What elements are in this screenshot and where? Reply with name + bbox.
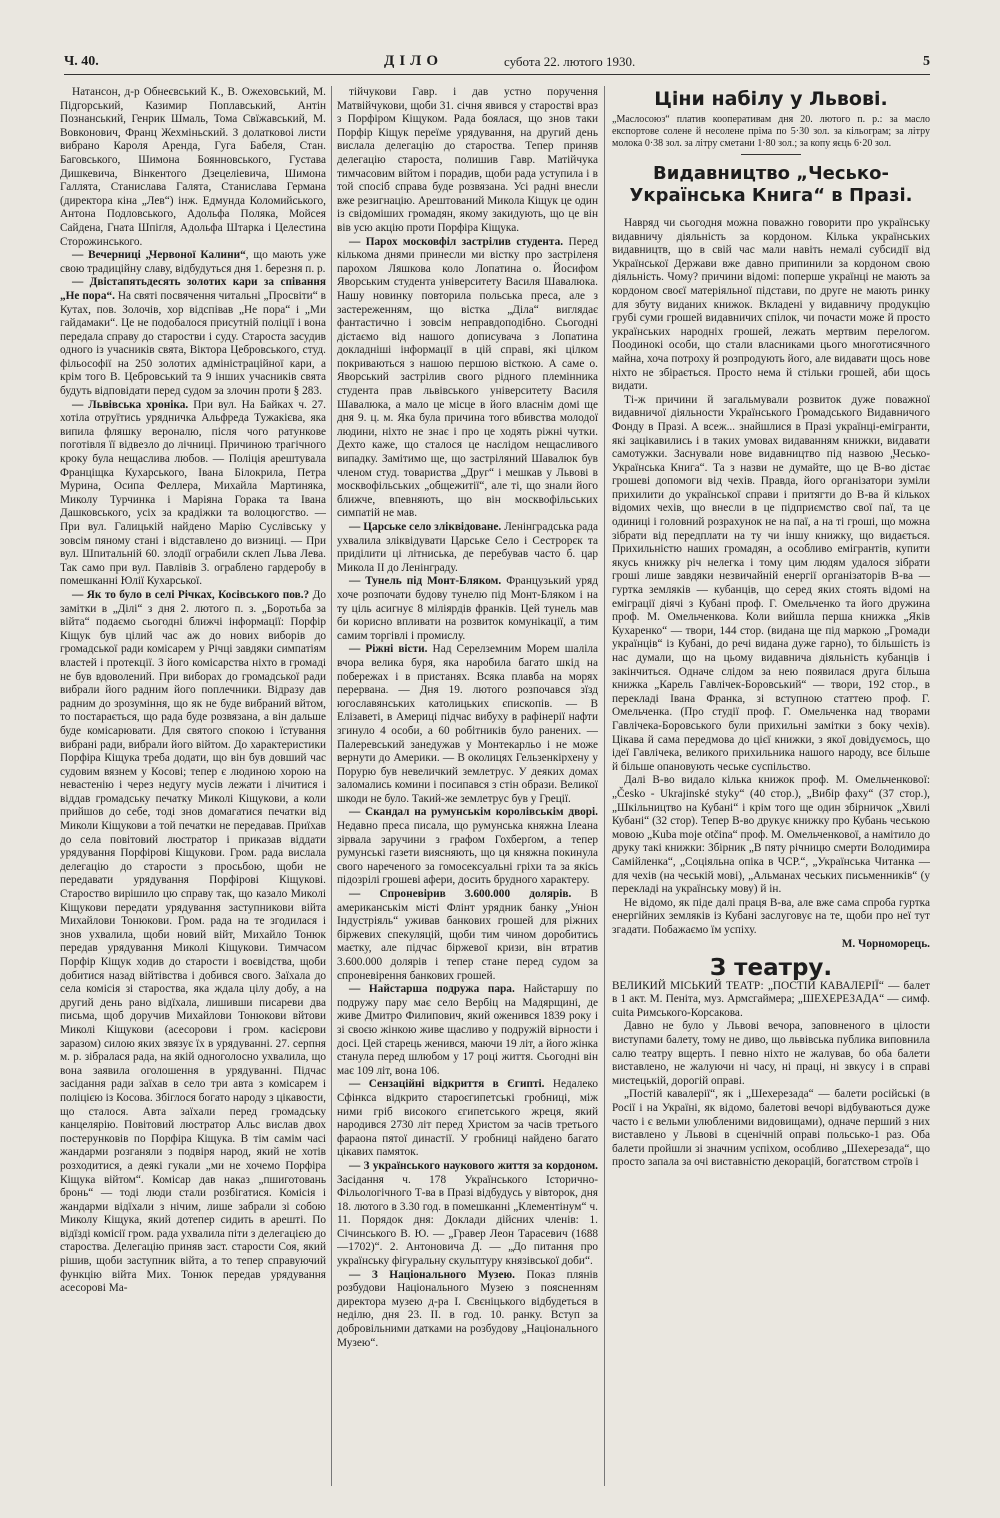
news-headline: — Як то було в селі Річках, Косівського пов.?: [72, 588, 310, 601]
news-headline: — Двістапятьдесять золотих кари за співання „Не пора“.: [60, 276, 326, 302]
news-headline: — Ріжні вісти.: [349, 643, 428, 656]
news-headline: — Спроневірив 3.600.000 долярів.: [349, 888, 572, 901]
news-item: [60, 589, 326, 1296]
issue-number: Ч. 40.: [64, 54, 99, 69]
news-headline: — Скандал на румунськім королівськім дворі.: [349, 806, 598, 819]
news-item: [337, 236, 598, 521]
issue-date: субота 22. лютого 1930.: [504, 54, 636, 69]
news-headline: — Львівська хроніка.: [72, 398, 189, 411]
paragraph: Навряд чи сьогодня можна поважно говорити про українську видавничу діяльність за кордоном. Кілька українських видавництв, що в свій час мали навіть немалі субсидії від Української Держави вже давно припинили за кордоном свою діяльність. Чому? причини відомі: поперше українці не мають за кордоном своєї матеріяльної підстави, по друге не мають ринку для збуту виданих книжок. Вкладені у видавничу продукцію грубі суми грошей видавничих спілок, чи почасти може й просто українських народніх грошей, лежать мертвим перелогом. Поодинокі особи, що стали власниками цього многотисячного майна, хоча потроху й розпродують його, але видавати щось нове ніхто не збірається. Просто нема й стільки грошей, аби щось видати.: [612, 217, 930, 393]
divider: [741, 154, 801, 155]
paragraph: Давно не було у Львові вечора, заповненого в цілости виступами балету, тому не диво, що львівська публика виповнила салю театру вщерть. І певно ніхто не жалував, бо оба балети виставлено, не жалуючи ні часу, ні праці, ні звкусу і в справі мистецькій, дорогій оправі.: [612, 1020, 930, 1087]
news-item: [60, 249, 326, 276]
news-text: Показ плянів розбудови Національного Музею з поясненням директора музею д-ра І. Свєніцького відбудеться в неділю, дня 23. ІІ. в год. 10. ранку. Вступ за добровільними датками на розбудову „Національного Музею“.: [337, 1268, 598, 1349]
prices-title: Ціни набілу у Львові.: [654, 88, 888, 110]
news-headline: — Вечерниці „Червоної Калини“: [72, 249, 246, 262]
news-text: До замітки в „Ділі“ з дня 2. лютого п. з. „Боротьба за війта“ подаємо сьогодні ближчі інформації: Порфір Кіщук був цілий час аж до нових виборів до громадської ради комісарем у Річці завдяки симпатіям властей і протекції. З його комісарства ніхто в громаді не був вдоволений. При виборах до громадської ради вибрали його радним його поплечники. Відразу дав радним до зрозуміння, що як не буде вибраний вйтом, то постарається, що рада буде розвязана, а він дальше буде комісарювати. Для святого спокою і їстування вибрані ради, вибрали його війтом. До характеристики Порфіра Кіщука треба додати, що він був довший час судовим вязнем у Косові; тепер є людиною хорою на невастенію і через недугу мусів лежати і лічитися і віддав громадську печатку Миколі Кіщукови, а коли прийшов до себе, тоді знов домагатися печатки від Миколи Кіщукови а той печатки не передавав. Приїхав до села повітовий люстратор і приказав віддати урядування Порфірові Кіщукови. Гром. рада вислала делегацію до старости з просьбою, щоби не передавати урядування Порфірові Кіщукові. Староство вирішило цю справу так, що казало Миколі Кіщукови передати урядування заступникови війта Михайлови Тонюкови. Гром. рада на те згодилася і знов ухвалила, щоби новий війт, Михайло Тонюк передав урядування Миколі Кіщукови. Тимчасом Порфір Кіщук ходив до старости і воєвідства, щоби добитися назад війтівства і добився свого. Заїхала до села комісія зі староства, яка ждала цілу добу, а на другий день рано відїхала, лишивши писареви два письма, щоб доручив Михайлови Тонюкови вйтови Миколі Кіщукови (асесорови і гром. касієрови заразом) силою яких звязує їх в урядуванні. 27. серпня м. р. зібралася рада, на якій одноголосно ухвалила, що вона заявила оголошення в урядуванні. Підчас засідання ради заїхав в село три авта з комісарем і поліцією із Косова. Збіглося богато народу з цікавости, що сталося. Авта заїхали перед громадську канцелярію. Повітовий люстратор Альс вислав двох постерунковів по Порфіра Кіщука. В тім самім часі жандарми розганяли з подвіря народ, який не хотів розходитися, а деякі гукали „ми не хочемо Порфіра Кіщука війтом“. Комісар дав наказ „пшиготовань бронь“ — тоді люди стали розбігатися. Комісія і жандарми відїхали з нічим, лише забрали зі собою Миколу Кіщука, який дотепер сидить в арешті. По відїзді комісії гром. рада ухвалила піти з делегацією до староства. Делегацію приняв заст. старости Соя, який рішив, щоби заступник війта, а то тепер справуючий функцію війта Мих. Тонюк передав урядування асесорові Ма-: [60, 588, 326, 1295]
column-3: [612, 86, 930, 1494]
news-item: [337, 888, 598, 983]
news-item: [337, 643, 598, 806]
news-headline: — Царське село зліквідоване.: [349, 521, 502, 533]
news-text: , що мають уже свою традиційну славу, відбудуться дня 1. березня п. р.: [60, 249, 326, 275]
news-item: [337, 575, 598, 643]
news-item: [337, 806, 598, 888]
news-item: [337, 1078, 598, 1160]
news-text: Недалеко Сфінкса відкрито староєгипетські гробниці, між ними гріб високого єгипетського жреця, який народився 2730 літ перед Христом за часів третього фараона пятої династії. У гробниці найдено багато цікавих памяток.: [337, 1078, 598, 1159]
news-item: [337, 521, 598, 575]
news-headline: — Найстарша подружа пара.: [349, 983, 515, 996]
news-text: На святі посвячення читальні „Просвіти“ в Кутах, пов. Золочів, хор відспівав „Не пора“ і „Ми гайдамаки“. Це не подобалося присутній поліції і вона передала справу до старостви і суду. Староста засудив одного із учасників свята, Віктора Цебровського, студ. фільософії на 250 золотих адміністраційної кари, а крім того В. Цебровський та 9 інших учасників свята будуть відповідати перед судом за злочин проти § 283.: [60, 289, 326, 398]
column-rule-1: [331, 86, 332, 1486]
news-item: [60, 276, 326, 398]
theatre-subtitle: ВЕЛИКИЙ МІСЬКИЙ ТЕАТР: „ПОСТІЙ КАВАЛЕРІЇ“ — балет в 1 акт. М. Пеніта, муз. Армсгаймера; „ШЕХЕРЕЗАДА“ — симф. сuita Римського-Корсакова.: [612, 979, 930, 1019]
news-text: Найстаршу по подружу пару має село Вербіц на Мадярщині, де живе Дмитро Филипович, який оженився 1839 року і зі своєю жінкою живе щасливо у подружій вірности і досі. Цей старець женився, маючи 19 літ, а його жінка станула перед шлюбом у 17 році життя. Сьогодні він має 109 літ, вона 106.: [337, 983, 598, 1077]
news-item: [337, 983, 598, 1078]
masthead: ДІЛО: [384, 53, 444, 69]
news-text: При вул. На Байках ч. 27. хотіла отруїтись урядничка Альфреда Тужакієва, яка випила фляшку вероналю, після чого ратункове поготівля її відвезло до лічниці. Причиною трагічного кроку була нещаслива любов. — Поліція арештувала Франціщка Кухарського, Івана Білокрила, Петра Мурина, Осипа Феллера, Михайла Мартиняка, Миколу Турчинка і Маріяна Горака та Івана Дашковського, усіх за крадіжки та волоцюгство. — При вул. Галицькій найдено Марію Суслівську у зовсім пяному стані і відставлено до визниці. — При вул. Шпитальній 60. злодії ограбили склеп Льва Лева. Так само при вул. Павлівів 3. ограблено гардеробу в помешканні Юлії Кухарської.: [60, 398, 326, 588]
news-text: Над Серелземним Морем шаліла вчора велика буря, яка наробила багато шкід на побережах і в пристанях. Всяка плавба на морях перервана. — Дня 19. лютого розпочався зїзд югославянських католицьких єпископів. — В Елізаветі, в Америці підчас вибуху в рафінерії нафти згинуло 4 особи, а 60 робітників було ранених. — Палеревський занедужав у Монтекарльо і не може вернути до Америки. — В околицях Гельзенкірхену у Порурю був невеличкий землетрус. У деяких домах заломались комини і посипався з стін образи. Великої шкоди не було. Такий-же землетрус був у Греції.: [337, 643, 598, 805]
paragraph: тійчукови Гавр. і дав устно поручення Матвійчукови, щоби 31. січня явився у старостві враз з Порфіром Кіщуком. Рада боялася, що знов таки Порфір Кіщук переїме урядування, на другий день вислала делегацію до староства. Тепер приняв делегацію староста, полишив Гавр. Матійчука тимчасовим війтом і порадив, щоби рада уступила і в той спосіб справа буде розвязана. Усі радні внесли вже резигнацію. Арештований Микола Кіщук це один із свідоміших громадян, якому закидують, що це він вів усю акцію проти Порфіра Кіщука.: [337, 86, 598, 234]
prices-text: „Маслосоюз“ платив кооперативам дня 20. лютого п. р.: за масло експортове солене й несолене пріма по 5·30 зол. за кільограм; за літру молока 0·38 зол. за літру сметани 1·80 зол.; за копу яєць 6·20 зол.: [612, 114, 930, 149]
news-item: [337, 1269, 598, 1351]
column-2: [337, 86, 598, 1494]
paragraph: Далі В-во видало кілька книжок проф. М. Омельченкової: „Česko - Ukrajinské styky“ (40 стор.), „Вибір фаху“ (37 стор.), „Шкільництво на Кубані“ і крім того ще один збірничок „Хвилі Кубані“ (32 стор). Тепер В-во друкує книжку про Кубань чеською мовою „Kuba moje otčina“ проф. М. Омельченкової, а намітило до друку такі книжки: Збірник „В пяту річницю смерти Володимира Самійленка“, „Соціяльна опіка в ЧСР.“, „Українська Читанка — для чехів (на чеській мові), „Альманах чеських письменників“ (у перекладі на українську мову) й ін.: [612, 774, 930, 896]
news-item: [337, 1160, 598, 1269]
news-headline: — Тунель під Монт-Бляком.: [349, 575, 502, 588]
news-text: В американськім місті Флінт урядник банку „Уніон Індустріяль“ уживав банкових грошей для ріжних біржевих спекуляцій, щоби тим чином доробитись маєтку, але підчас біржевої кризи, він втратив 3.600.000 долярів і тепер стане перед судом за спроневірення банкових грошей.: [337, 888, 598, 982]
news-text: Засідання ч. 178 Українського Історично-Фільологічного Т-ва в Празі відбудусь у вівторок, дня 18. лютого в 3.30 год. в помешканні „Клементінум“ ч. 11. Порядок дня: Доклади дійсних членів: 1. Січинського В. Ю. — „Гравер Леон Тарасевич (1688—1702)“. 2. Антоновича Д. — „До питання про українську фігуральну скульптуру князівської доби“.: [337, 1173, 598, 1268]
article-signature: М. Чорноморець.: [841, 938, 930, 951]
news-text: Перед кількома днями принесли ми вістку про застріленя парохом Ляшкова коло Лопатина о. Йосифом Яворським студента університету Василя Шавалюка. Нашу новинку повторила польська преса, але з застереженням, що вістка „Діла“ виглядає фантастично і зовсім неправдоподібно. Сьогодні дістаємо від нашого дописувача з Лопатина докладніші інформації в цій справі, які цілком покриваються з нашою першою вісткою. А саме о. Яворський застрілив свого рідного племінника студента прав львівського університету Василя Шавалюка, а мало це місце в його власнім домі ще дня 9. ц. м. Яка була причина того вбивства молодої людини, ніхто не знає і про це ходять ріжні чутки. Дехто каже, що сталося це наслідом нещасливого випадку. Замітимо ще, що застріляний Шавалюк був членом студ. товариства „Друг“ і мешкав у Львові в москвофільських „общежитії“, але ті, що знали його ближче, впевняють, що він москвофільських симпатій не мав.: [337, 235, 598, 520]
news-item: [60, 399, 326, 589]
page-header: [64, 52, 930, 75]
news-text: Недавно преса писала, що румунська княжна Ілеана зірвала заручини з графом Гохберґом, а тепер румунські газети виясняють, що ця княжна покинула свого нареченого за гомосексуальні гріхи та за якісь підозрілі грошеві афери, досить брудного характеру.: [337, 820, 598, 887]
page-number: 5: [923, 54, 930, 69]
news-headline: — З українського наукового життя за кордоном.: [349, 1159, 598, 1172]
news-text: Французький уряд хоче розпочати будову тунелю під Монт-Бляком і на ту ціль асигнує 8 міліярдів франків. Цей тунель мав би корисно впливати на розвиток комунікації, а тим самим торгівлі і промислу.: [337, 575, 598, 642]
news-text: Ленінградська рада ухвалила зліквідувати Царське Село і Сестрорєк та приділити ці літниська, де перебував часто б. цар Микола ІІ до Ленінграду.: [337, 521, 598, 574]
article-title: Видавництво „Чесько-Українська Книга“ в Празі.: [629, 163, 913, 206]
column-1: [60, 86, 326, 1494]
paragraph: Ті-ж причини й загальмували розвиток дуже поважної видавничої діяльности Українського Громадського Видавничого Фонду в Празі. А всеж... знайшлися в Празі українці-емігранти, які зацікавились і в таких умовах видаванням книжки, видавати самотужки. Заснували нове видавництво під назвою „Чесько-Українська Книга“. Та з назви не думайте, що це В-во дістає грошеві допомоги від чехів. Правда, його організатори зуміли прихилити до української справи і притягти до В-ва й кількох відомих чехів, що внесли в це підприємство свої паї, та це одиниці і головний розрахунок не на паї, а на ті гроші, що можна зібрати від передплати на ту чи іншу книжку, що видається. Прихильністю наших громадян, а особливо емігрантів, купити якусь книжку річ нелегка і тому цим людям удалося зібрати гроші лише завдяки незвичайній енергії організаторів В-ва — гуртка земляків — кубанців, що серед яких стоять відомі на еміграції діячі з Кубані проф. Г. Омельченко та його дружина проф. М. Омельченкова. Коли вийшла перша книжка „Яків Кухаренко“ — твори, 144 стор. (видана ще під маркою „Громади українців“ із Кубані, до речі видана дуже гарно), то більшість із нас думали, що на цьому видавнича діяльність кубанців і закінчиться. Одначе слідом за нею появилася друга більша книжка „Карель Гавлічек-Боровський“ — твори, 192 стор., в перекладі Івана Франка, зі вступною статтею проф. Г. Омельченка. (Про студії проф. Г. Омельченка над творами Гавлічека-Боровського були прихильні замітки з боку чехів). Цікава й сама передмова до цієї книжки, з якої довідуємось, що ідеї Гавлічека, великого прихильника нашого народу, все більше й більше опановують чеське суспільство.: [612, 393, 930, 773]
column-rule-2: [604, 86, 605, 1486]
news-headline: — Парох московфіл застрілив студента.: [349, 235, 564, 248]
news-headline: — З Національного Музею.: [349, 1268, 515, 1281]
paragraph: Натансон, д-р Обнеєвський К., В. Ожеховський, М. Підгорський, Казимир Поплавський, Антін Познанський, Генрик Шмаль, Тома Свїжавський, М. Вовконович, Франц Жехміньский. З долатковоі листи вибрано Кароля Аренда, Гуга Бабеля, Стан. Баговського, Шимона Боянновського, Густава Дишкевича, Вінкентого Дзецеліевича, Шимона Галлята, Станислава Галята, Станислава Германа (директора кіна „Лев“) інж. Едмунда Коломийського, Антона Подловського, Адольфа Поляка, Мойсея Сайдена, Гната Шпіґля, Адольфа Штарка і Целестина Сторожинського.: [60, 86, 326, 248]
theatre-title: З театру.: [709, 955, 833, 982]
news-headline: — Сензаційні відкриття в Єгипті.: [349, 1078, 545, 1091]
paragraph: Не відомо, як піде далі праця В-ва, але вже сама спроба гуртка енергійних земляків із Кубані заслуговує на те, щоби про неї тут згадати. Побажаємо їм успіху.: [612, 896, 930, 936]
paragraph: „Постій кавалерії“, як і „Шехерезада“ — балети російські (в Росії і на Україні, як відомо, балетові вечорі відбуваються дуже часто і є вельми улюбленими видовищами), одначе перший з них виставлено у Львові в сценічній оправі польсько-1 раз. Оба балети пройшли зі значним успіхом, особливо „Шехерезада“, що просто запала за очі виставністю декорацій, богатством строїв і: [612, 1088, 930, 1169]
